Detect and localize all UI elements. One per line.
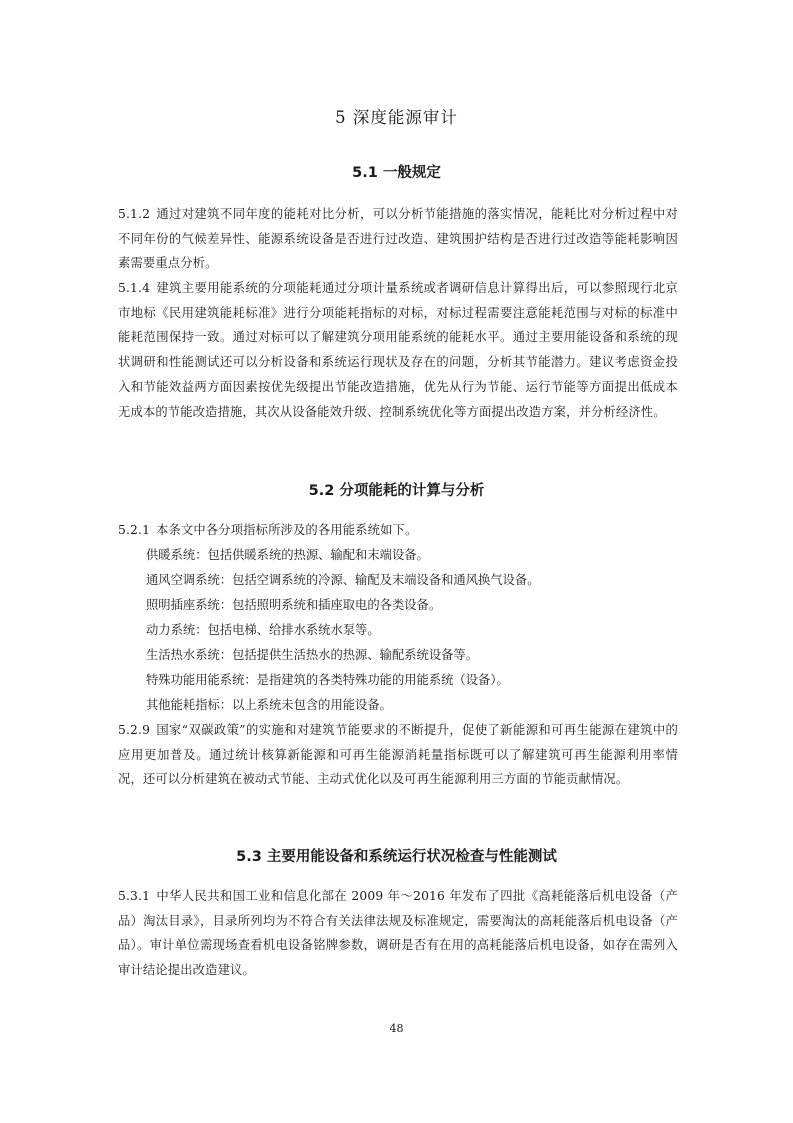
system-item-power: 动力系统：包括电梯、给排水系统水泵等。	[146, 623, 380, 637]
section-title-5-1: 5.1 一般规定	[352, 165, 441, 181]
system-item-special: 特殊功能用能系统：是指建筑的各类特殊功能的用能系统（设备）。	[146, 673, 509, 687]
system-item-hot-water: 生活热水系统：包括提供生活热水的热源、输配系统设备等。	[146, 648, 479, 662]
clause-number: 5.1.4	[118, 281, 151, 295]
system-item-heating: 供暖系统：包括供暖系统的热源、输配和末端设备。	[146, 548, 429, 562]
clause-5-2-1	[118, 518, 678, 543]
section-title-5-2: 5.2 分项能耗的计算与分析	[308, 483, 485, 499]
page-number: 48	[389, 1022, 404, 1035]
clause-number: 5.1.2	[118, 207, 151, 221]
section-title-5-3: 5.3 主要用能设备和系统运行状况检查与性能测试	[236, 849, 557, 865]
clause-text: 建筑主要用能系统的分项能耗通过分项计量系统或者调研信息计算得出后，可以参照现行北京市地标《民用建筑能耗标准》进行分项能耗指标的对标，对标过程需要注意能耗范围与对标的标准中能耗范围保持一致。通过对标可以了解建筑分项用能系统的能耗水平。通过主要用能设备和系统的现状调研和性能测试还可以分析设备和系统运行现状及存在的问题，分析其节能潜力。建议考虑资金投入和节能效益两方面因素按优先级提出节能改造措施，优先从行为节能、运行节能等方面提出低成本无成本的节能改造措施，其次从设备能效升级、控制系统优化等方面提出改造方案，并分析经济性。	[118, 281, 678, 419]
clause-text: 本条文中各分项指标所涉及的各用能系统如下。	[156, 523, 418, 537]
system-item-other: 其他能耗指标：以上系统未包含的用能设备。	[146, 698, 392, 712]
clause-number: 5.2.1	[118, 523, 151, 537]
system-item-hvac: 通风空调系统：包括空调系统的冷源、输配及末端设备和通风换气设备。	[146, 573, 540, 587]
clause-5-1-4	[118, 276, 678, 424]
system-item-lighting: 照明插座系统：包括照明系统和插座取电的各类设备。	[146, 598, 442, 612]
clause-text: 中华人民共和国工业和信息化部在 2009 年～2016 年发布了四批《高耗能落后机电设备（产品）淘汰目录》，目录所列均为不符合有关法律法规及标准规定，需要淘汰的高耗能落后机电设备（产品）。审计单位需现场查看机电设备铭牌参数，调研是否有在用的高耗能落后机电设备，如存在需列入审计结论提出改造建议。	[118, 889, 678, 978]
chapter-title: 5 深度能源审计	[335, 108, 458, 127]
clause-text: 通过对建筑不同年度的能耗对比分析，可以分析节能措施的落实情况，能耗比对分析过程中对不同年份的气候差异性、能源系统设备是否进行过改造、建筑围护结构是否进行过改造等能耗影响因素需要重点分析。	[118, 207, 678, 271]
clause-number: 5.2.9	[118, 723, 151, 737]
clause-text: 国家“双碳政策”的实施和对建筑节能要求的不断提升，促使了新能源和可再生能源在建筑中的应用更加普及。通过统计核算新能源和可再生能源消耗量指标既可以了解建筑可再生能源利用率情况，还可以分析建筑在被动式节能、主动式优化以及可再生能源利用三方面的节能贡献情况。	[118, 723, 678, 787]
clause-5-1-2	[118, 202, 678, 276]
clause-number: 5.3.1	[118, 889, 151, 903]
clause-5-3-1	[118, 884, 678, 983]
clause-5-2-9	[118, 718, 678, 792]
